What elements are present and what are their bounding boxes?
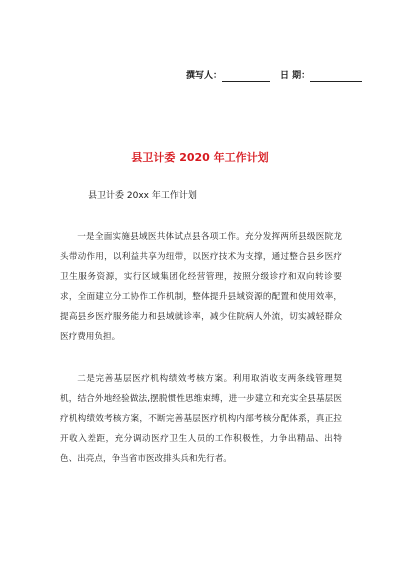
document-title: 县卫计委 2020 年工作计划 xyxy=(131,151,269,164)
author-label: 撰写人： xyxy=(186,71,223,81)
document-subtitle: 县卫计委 20xx 年工作计划 xyxy=(88,191,197,201)
date-blank-line xyxy=(310,81,362,82)
paragraph-1: 一是全面实施县域医共体试点县各项工作。充分发挥两所县级医院龙头带动作用，以利益共享为纽带，以医疗技术为支撑，通过整合县乡医疗卫生服务资源，实行区域集团化经营管理，按照分级诊疗和双向转诊要求，全面建立分工协作工作机制，整体提升县域资源的配置和使用效率，提高县乡医疗服务能力和县域就诊率，减少住院病人外流，切实减轻群众医疗费用负担。 xyxy=(60,232,342,342)
paragraph-2: 二是完善基层医疗机构绩效考核方案。利用取消收支两条线管理契机，结合外地经验做法,摆脱惯性思维束缚，进一步建立和充实全县基层医疗机构绩效考核方案，不断完善基层医疗机构内部考核分配体系，真正拉开收入差距，充分调动医疗卫生人员的工作积极性，力争出精品、出特色、出亮点，争当省市医改排头兵和先行者。 xyxy=(60,374,342,464)
document-meta-row xyxy=(186,71,362,82)
date-label: 日 期： xyxy=(280,71,311,81)
author-blank-line xyxy=(222,81,270,82)
